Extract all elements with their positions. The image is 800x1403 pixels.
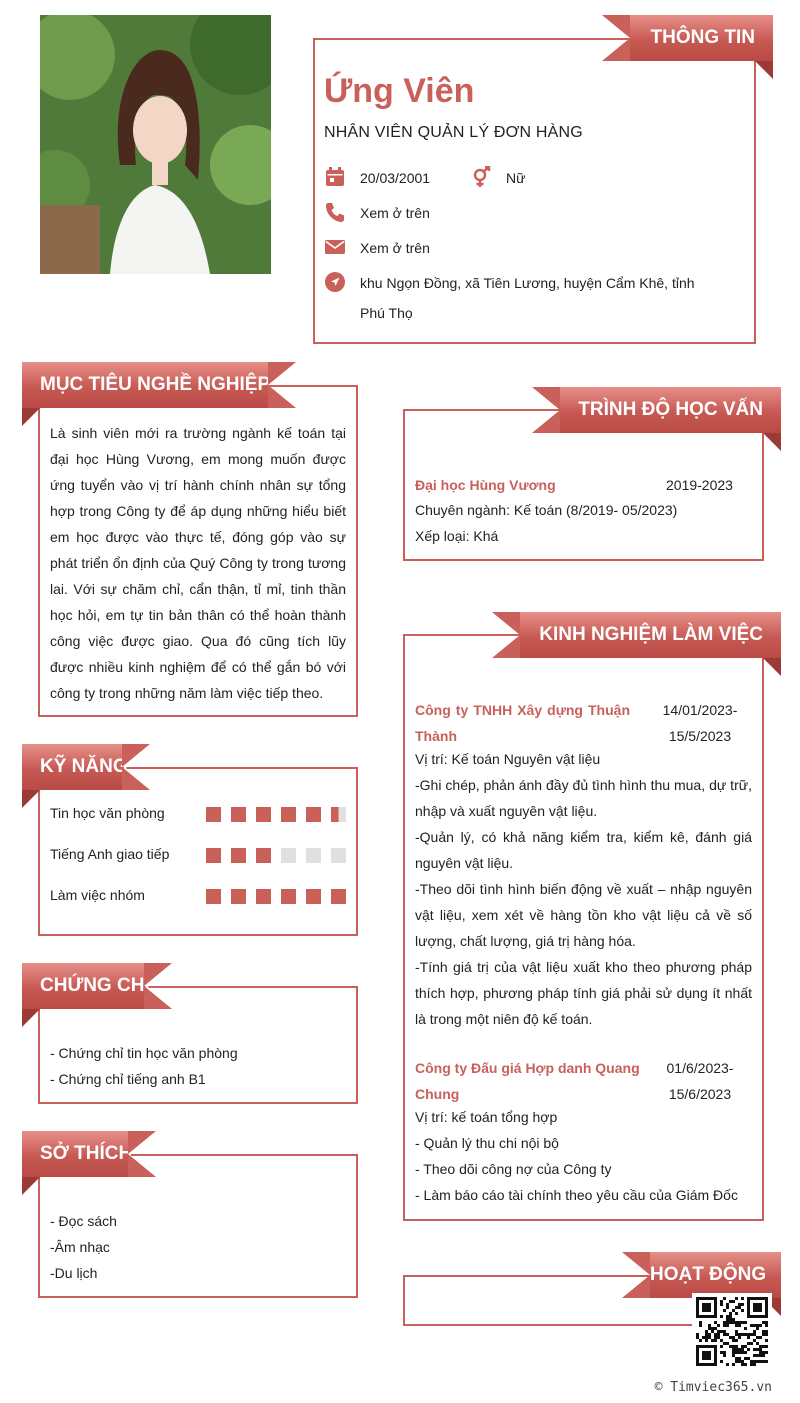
hobby-item: -Du lịch: [50, 1265, 98, 1281]
hobbies-title: SỞ THÍCH: [40, 1143, 133, 1164]
skill-level: [206, 807, 346, 822]
certificates-list: [50, 1040, 238, 1092]
skill-level-square: [231, 889, 246, 904]
address-row: [324, 271, 695, 328]
skill-level-square: [281, 807, 296, 822]
skill-level-square: [306, 807, 321, 822]
education-school: Đại học Hùng Vương: [415, 477, 556, 493]
skill-level-square: [206, 889, 221, 904]
experience-title: KINH NGHIỆM LÀM VIỆC: [539, 624, 763, 645]
activities-ribbon: [650, 1252, 781, 1298]
birthday-value: 20/03/2001: [360, 170, 431, 186]
qr-code-icon: [692, 1293, 772, 1371]
certificates-title: CHỨNG CHỈ: [40, 975, 150, 996]
skills-title: KỸ NĂNG: [40, 756, 128, 777]
hobbies-ribbon: [22, 1131, 133, 1177]
skill-level-square: [206, 848, 221, 863]
job-detail-line: -Ghi chép, phản ánh đầy đủ tình hình thu mua, dự trữ, nhập và xuất nguyên vật liệu.: [415, 777, 752, 819]
skill-name: Tiếng Anh giao tiếp: [50, 846, 170, 862]
address-line-2: Phú Thọ: [360, 305, 413, 321]
objective-text: Là sinh viên mới ra trường ngành kế toán tại đại học Hùng Vương, em mong muốn được ứng tuyển vào vị trí hành chính nhân sự tổng hợp trong Công ty để áp dụng những hiểu biết em học được vào thực tế, đóng góp vào sự phát triển ổn định của Quý Công ty trong tương lai. Với sự chăm chỉ, cẩn thận, tỉ mỉ, tinh thần học hỏi, em tự tin bản thân có thể hoàn thành công việc được giao. Qua đó cũng tích lũy được nhiều kinh nghiệm để có thể gắn bó với công ty trong những năm làm việc tiếp theo.: [50, 425, 346, 701]
certificate-item: - Chứng chỉ tin học văn phòng: [50, 1045, 238, 1061]
skill-row: [50, 846, 350, 866]
candidate-name: Ứng Viên: [324, 72, 475, 110]
job-details: [415, 746, 752, 1032]
info-ribbon: [630, 15, 773, 61]
gender-value: Nữ: [506, 170, 526, 186]
skill-level-square: [331, 848, 346, 863]
job-period: 14/01/2023- 15/5/2023: [662, 702, 738, 744]
certificate-item: - Chứng chỉ tiếng anh B1: [50, 1071, 206, 1087]
hobbies-list: [50, 1208, 117, 1286]
skill-level-square: [306, 889, 321, 904]
gender-row: [470, 166, 525, 190]
job-details: [415, 1104, 752, 1208]
phone-icon: [324, 201, 346, 223]
address-value: [360, 268, 695, 328]
skill-level-square: [256, 848, 271, 863]
email-value: Xem ở trên: [360, 240, 430, 256]
skill-row: [50, 805, 350, 825]
education-title: TRÌNH ĐỘ HỌC VẤN: [578, 399, 763, 420]
skill-level-square: [331, 807, 346, 822]
job-detail-line: -Tính giá trị của vật liệu xuất kho theo phương pháp thích hợp, phương pháp tính giá phải sử dụng ít nhất là trong một niên độ kế toán.: [415, 959, 752, 1027]
job-detail-line: -Theo dõi tình hình biến động về xuất – nhập nguyên vật liệu, xem xét về hàng tồn kho vật liệu cả về số lượng, chất lượng, giá trị hàng hóa.: [415, 881, 752, 949]
education-rank: Xếp loại: Khá: [415, 528, 499, 544]
skill-level-square: [231, 807, 246, 822]
calendar-icon: [324, 166, 346, 188]
education-major: Chuyên ngành: Kế toán (8/2019- 05/2023): [415, 502, 678, 518]
education-ribbon: [560, 387, 781, 433]
job-period: 01/6/2023- 15/6/2023: [666, 1060, 734, 1102]
job-detail-line: Vị trí: Kế toán Nguyên vật liệu: [415, 751, 601, 767]
job-detail-line: - Quản lý thu chi nội bộ: [415, 1135, 559, 1151]
skill-level-square: [331, 889, 346, 904]
email-row: [324, 236, 430, 260]
job-detail-line: - Theo dõi công nợ của Công ty: [415, 1161, 612, 1177]
location-icon: [324, 271, 346, 293]
education-period: 2019-2023: [666, 477, 733, 493]
skill-level-square: [256, 807, 271, 822]
hobby-item: -Âm nhạc: [50, 1239, 110, 1255]
hobby-item: - Đọc sách: [50, 1213, 117, 1229]
gender-icon: [470, 166, 492, 188]
job-detail-line: Vị trí: kế toán tổng hợp: [415, 1109, 558, 1125]
skills-ribbon: [22, 744, 128, 790]
email-icon: [324, 236, 346, 258]
phone-value: Xem ở trên: [360, 205, 430, 221]
copyright: © Timviec365.vn: [654, 1380, 772, 1395]
skill-level-square: [281, 848, 296, 863]
objective-ribbon: [22, 362, 271, 408]
skill-level-square: [206, 807, 221, 822]
skill-level-square: [231, 848, 246, 863]
experience-ribbon: [520, 612, 781, 658]
certificates-ribbon: [22, 963, 150, 1009]
skill-level-square: [281, 889, 296, 904]
birthday-row: [324, 166, 430, 190]
job-detail-line: -Quản lý, có khả năng kiểm tra, kiểm kê, đánh giá nguyên vật liệu.: [415, 829, 752, 871]
job-company: Công ty Đấu giá Hợp danh Quang Chung: [415, 1060, 640, 1102]
activities-title: HOẠT ĐỘNG: [650, 1264, 767, 1285]
skill-row: [50, 887, 350, 907]
skill-level-square: [306, 848, 321, 863]
skill-level-square: [256, 889, 271, 904]
phone-row: [324, 201, 430, 225]
candidate-photo: [40, 15, 271, 274]
job-title: NHÂN VIÊN QUẢN LÝ ĐƠN HÀNG: [324, 124, 583, 141]
address-line-1: khu Ngọn Đồng, xã Tiên Lương, huyện Cẩm Khê, tỉnh: [360, 275, 695, 291]
job-detail-line: - Làm báo cáo tài chính theo yêu cầu của Giám Đốc: [415, 1187, 738, 1203]
info-section-title: THÔNG TIN: [650, 27, 755, 48]
skill-name: Tin học văn phòng: [50, 805, 165, 821]
objective-title: MỤC TIÊU NGHỀ NGHIỆP: [40, 374, 271, 395]
skill-level: [206, 848, 346, 863]
skill-level: [206, 889, 346, 904]
skill-name: Làm việc nhóm: [50, 887, 145, 903]
job-company: Công ty TNHH Xây dựng Thuận Thành: [415, 702, 630, 744]
